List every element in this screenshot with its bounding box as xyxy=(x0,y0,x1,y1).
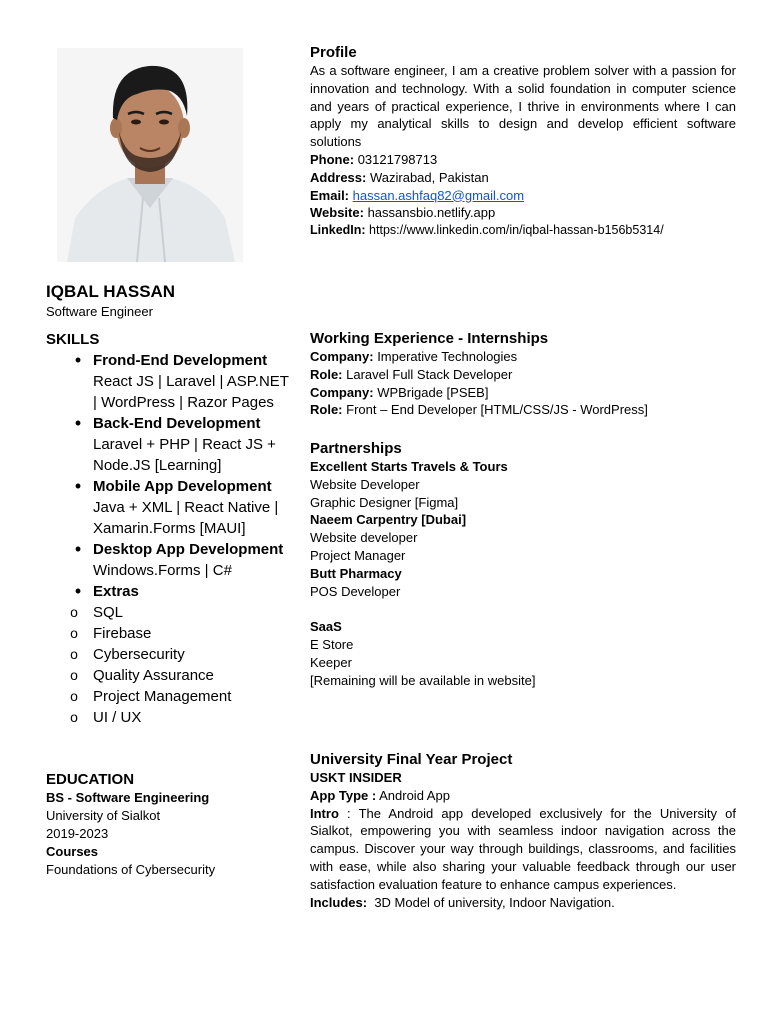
extra-label: Project Management xyxy=(93,688,232,705)
partner-role: Website Developer xyxy=(310,476,420,492)
fyp-app-type-line xyxy=(310,787,736,805)
linkedin-label: LinkedIn: xyxy=(310,223,366,238)
bullet-icon xyxy=(72,539,84,561)
partner-role: POS Developer xyxy=(310,583,401,599)
skill-item xyxy=(46,413,296,476)
saas-item: Keeper xyxy=(310,654,352,670)
experience-section xyxy=(310,329,736,419)
email-label: Email: xyxy=(310,187,350,203)
profile-section xyxy=(310,43,736,240)
linkedin-value: https://www.linkedin.com/in/iqbal-hassan-b156b5314/ xyxy=(369,223,664,238)
extra-item xyxy=(46,623,296,644)
website-value: hassansbio.netlify.app xyxy=(367,205,496,221)
company-label: Company: xyxy=(310,384,374,400)
app-type-label: App Type : xyxy=(310,787,377,803)
extra-label: Cybersecurity xyxy=(93,646,185,663)
profile-intro: As a software engineer, I am a creative problem solver with a passion for innovation and technology. With a solid foundation in computer science and years of practical experience, I thrive in environments where I can apply my analytical skills to design and develop efficient software solutions xyxy=(310,63,736,150)
includes-label: Includes: xyxy=(310,894,368,910)
extra-item xyxy=(46,686,296,707)
person-name: IQBAL HASSAN xyxy=(46,282,176,301)
experience-role-line xyxy=(310,366,736,384)
education-title: EDUCATION xyxy=(46,771,135,788)
years: 2019-2023 xyxy=(46,826,109,841)
phone-line xyxy=(310,151,736,169)
phone-value: 03121798713 xyxy=(357,151,438,167)
company-value: Imperative Technologies xyxy=(377,349,518,364)
email-link[interactable]: hassan.ashfaq82@gmail.com xyxy=(352,187,525,203)
circle-bullet-icon xyxy=(68,665,80,686)
fyp-title: University Final Year Project xyxy=(310,751,513,768)
bullet-icon xyxy=(72,476,84,498)
skill-heading: Desktop App Development xyxy=(93,541,284,558)
course: Foundations of Cybersecurity xyxy=(46,862,216,877)
extra-item xyxy=(46,644,296,665)
role-value: Front – End Developer [HTML/CSS/JS - WordPress] xyxy=(346,402,648,418)
skill-heading: Back-End Development xyxy=(93,415,261,432)
partner-role: Project Manager xyxy=(310,547,406,563)
bullet-icon xyxy=(72,413,84,435)
partner-role: Website developer xyxy=(310,530,418,546)
person-role: Software Engineer xyxy=(46,304,153,319)
website-line xyxy=(310,204,736,222)
experience-company-line xyxy=(310,348,736,366)
profile-photo xyxy=(57,48,243,262)
includes-value: 3D Model of university, Indoor Navigation. xyxy=(374,894,615,910)
experience-company-line xyxy=(310,384,736,402)
website-label: Website: xyxy=(310,205,364,221)
circle-bullet-icon xyxy=(68,623,80,644)
address-label: Address: xyxy=(310,169,367,185)
bullet-icon xyxy=(72,581,84,603)
courses-label: Courses xyxy=(46,844,99,859)
skill-item xyxy=(46,539,296,581)
skill-detail: React JS | Laravel | ASP.NET | WordPress | Razor Pages xyxy=(93,373,289,411)
skill-heading: Mobile App Development xyxy=(93,478,272,495)
skill-detail: Windows.Forms | C# xyxy=(93,562,232,579)
spacer xyxy=(310,600,736,618)
circle-bullet-icon xyxy=(68,686,80,707)
fyp-intro xyxy=(310,805,736,894)
role-label: Role: xyxy=(310,366,343,382)
skill-item xyxy=(46,581,296,602)
circle-bullet-icon xyxy=(68,644,80,665)
extra-label: UI / UX xyxy=(93,709,142,726)
extra-label: Firebase xyxy=(93,625,152,642)
circle-bullet-icon xyxy=(68,602,80,623)
skills-list xyxy=(46,350,296,602)
university: University of Sialkot xyxy=(46,808,161,823)
saas-item: E Store xyxy=(310,636,354,652)
email-line xyxy=(310,187,736,205)
bullet-icon xyxy=(72,350,84,372)
intro-label: Intro xyxy=(310,805,339,821)
skills-title: SKILLS xyxy=(46,331,100,348)
fyp-includes-line xyxy=(310,894,736,912)
partner-name: Butt Pharmacy xyxy=(310,565,402,581)
partner-name: Excellent Starts Travels & Tours xyxy=(310,459,508,474)
profile-title: Profile xyxy=(310,44,357,61)
partnerships-section xyxy=(310,439,736,689)
extra-item xyxy=(46,602,296,623)
company-value: WPBrigade [PSEB] xyxy=(377,384,489,400)
extra-item xyxy=(46,665,296,686)
skill-heading: Extras xyxy=(93,583,139,600)
skill-detail: Java + XML | React Native | Xamarin.Forms [MAUI] xyxy=(93,499,279,537)
company-label: Company: xyxy=(310,349,374,364)
partnerships-title: Partnerships xyxy=(310,440,402,457)
role-label: Role: xyxy=(310,402,343,418)
app-type-value: Android App xyxy=(379,787,450,803)
extras-list xyxy=(46,602,296,728)
skill-item xyxy=(46,476,296,539)
identity-block xyxy=(46,282,296,322)
skill-detail: Laravel + PHP | React JS + Node.JS [Learning] xyxy=(93,436,276,474)
address-value: Wazirabad, Pakistan xyxy=(369,169,489,185)
circle-bullet-icon xyxy=(68,707,80,728)
skills-section xyxy=(46,329,296,728)
fyp-section xyxy=(310,750,736,911)
intro-text: : The Android app developed exclusively for the University of Sialkot, empowering you with seamless indoor navigation across the campus. Discover your way through buildings, classrooms, and facilities with ease, while also sharing your valuable feedback through our user satisfaction evaluation feature to enhance campus experiences. xyxy=(310,805,736,892)
address-line xyxy=(310,169,736,187)
extra-label: SQL xyxy=(93,604,124,621)
extra-item xyxy=(46,707,296,728)
experience-title: Working Experience - Internships xyxy=(310,330,549,347)
degree: BS - Software Engineering xyxy=(46,790,210,805)
role-value: Laravel Full Stack Developer xyxy=(346,366,513,382)
skill-item xyxy=(46,350,296,413)
extra-label: Quality Assurance xyxy=(93,667,214,684)
saas-title: SaaS xyxy=(310,619,342,635)
phone-label: Phone: xyxy=(310,151,355,167)
partner-name: Naeem Carpentry [Dubai] xyxy=(310,512,467,528)
experience-role-line xyxy=(310,401,736,419)
saas-item: [Remaining will be available in website] xyxy=(310,672,536,688)
fyp-project-name: USKT INSIDER xyxy=(310,770,402,785)
portrait-illustration xyxy=(57,48,243,262)
skill-heading: Frond-End Development xyxy=(93,352,268,369)
partner-role: Graphic Designer [Figma] xyxy=(310,494,459,510)
linkedin-line xyxy=(310,222,736,240)
education-section xyxy=(46,770,296,879)
